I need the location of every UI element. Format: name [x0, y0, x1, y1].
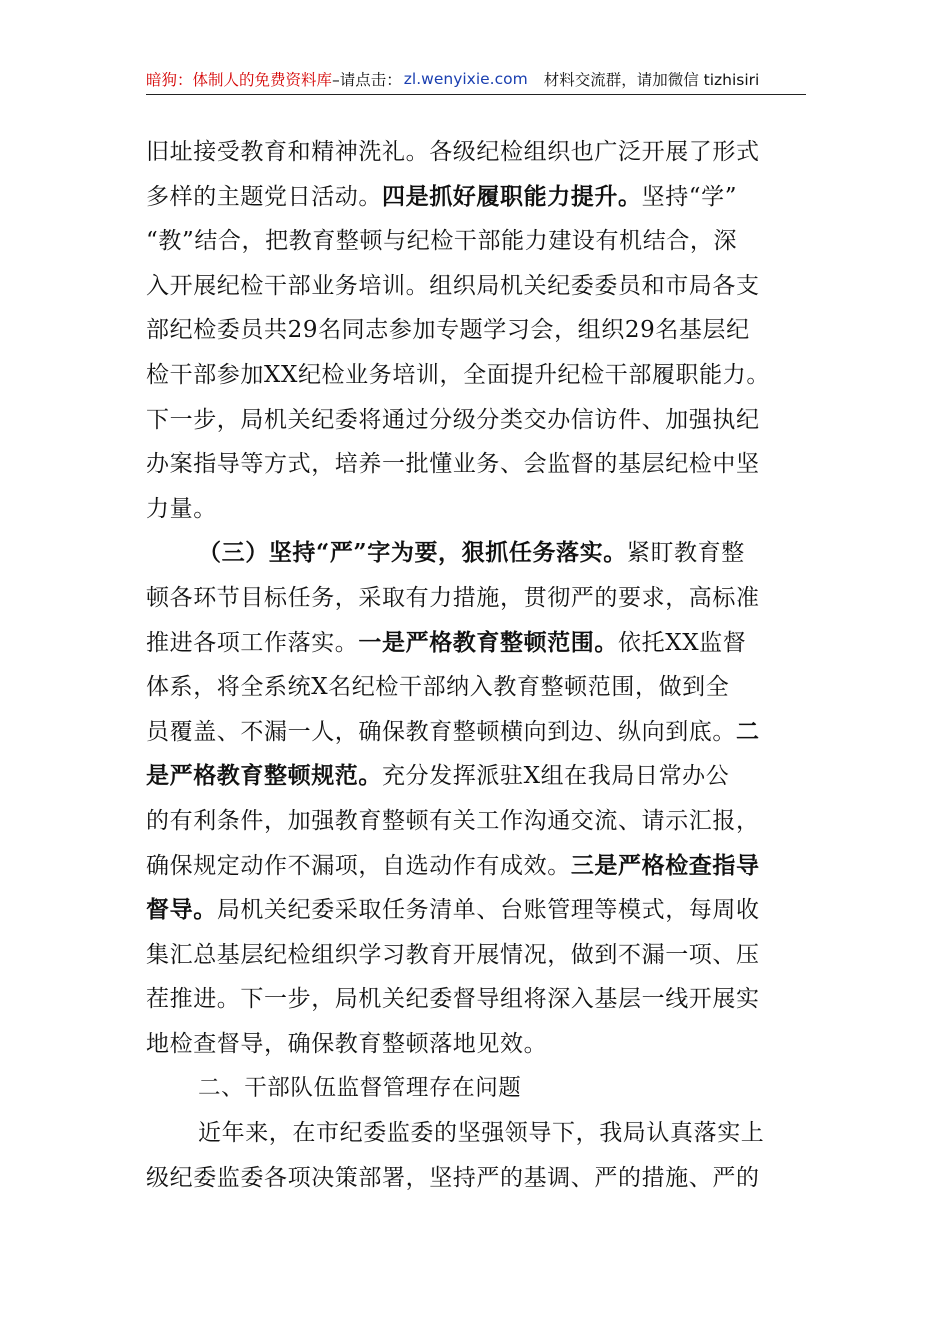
bold-phrase: （三）坚持“严”字为要，狠抓任务落实。 [198, 539, 627, 567]
text-line [146, 487, 806, 532]
text-line [146, 576, 806, 621]
header-site-name: 暗狗：体制人的免费资料库 [146, 71, 333, 89]
text-line [146, 442, 806, 487]
text-segment: 充分发挥派驻X组在我局日常办公 [382, 763, 730, 790]
text-line [146, 754, 806, 799]
header-url-link[interactable]: zl.wenyixie.com [403, 70, 528, 88]
text-line [146, 933, 806, 978]
text-line [146, 219, 806, 264]
text-line [146, 130, 806, 175]
text-line [146, 888, 806, 933]
text-segment: 多样的主题党日活动。 [146, 183, 382, 210]
text-line [146, 1022, 806, 1067]
text-segment: 紧盯教育整 [626, 540, 745, 567]
text-segment: 集汇总基层纪检组织学习教育开展情况，做到不漏一项、压 [146, 941, 760, 968]
text-line [146, 621, 806, 666]
text-segment: 依托XX监督 [618, 629, 747, 656]
text-segment: 坚持“学” [641, 183, 738, 210]
bold-phrase: 督导。 [146, 896, 217, 924]
bold-phrase: 二 [736, 717, 760, 745]
document-body [146, 130, 806, 1200]
header-click-prompt: –请点击： [332, 71, 402, 89]
section-heading [146, 1066, 806, 1111]
text-line [146, 353, 806, 398]
text-segment: 确保规定动作不漏项，自选动作有成效。 [146, 852, 571, 879]
text-line [146, 1111, 806, 1156]
text-line [146, 665, 806, 710]
text-segment: 部纪检委员共29名同志参加专题学习会，组织29名基层纪 [146, 317, 750, 344]
text-line [146, 264, 806, 309]
text-segment: 入开展纪检干部业务培训。组织局机关纪委委员和市局各支 [146, 272, 760, 299]
bold-phrase: 三是严格检查指导 [570, 851, 760, 879]
text-segment: 茬推进。下一步，局机关纪委督导组将深入基层一线开展实 [146, 986, 760, 1013]
text-line [146, 308, 806, 353]
text-segment: 力量。 [146, 495, 217, 522]
page-header [146, 64, 806, 95]
text-line [146, 844, 806, 889]
bold-phrase: 四是抓好履职能力提升。 [382, 182, 642, 210]
text-segment: 顿各环节目标任务，采取有力措施，贯彻严的要求，高标准 [146, 584, 760, 611]
text-segment: 旧址接受教育和精神洗礼。各级纪检组织也广泛开展了形式 [146, 139, 760, 165]
text-segment: 办案指导等方式，培养一批懂业务、会监督的基层纪检中坚 [146, 451, 760, 478]
text-line [146, 398, 806, 443]
text-segment: 地检查督导，确保教育整顿落地见效。 [146, 1030, 548, 1057]
text-segment: 员覆盖、不漏一人，确保教育整顿横向到边、纵向到底。 [146, 718, 736, 745]
text-line [146, 1156, 806, 1201]
text-line [146, 531, 806, 576]
text-segment: 推进各项工作落实。 [146, 629, 359, 656]
text-line [146, 799, 806, 844]
text-line [146, 710, 806, 755]
bold-phrase: 一是严格教育整顿范围。 [358, 628, 619, 656]
text-segment: 级纪委监委各项决策部署，坚持严的基调、严的措施、严的 [146, 1164, 760, 1191]
text-segment: 二、干部队伍监督管理存在问题 [198, 1075, 522, 1102]
text-segment: 局机关纪委采取任务清单、台账管理等模式，每周收 [216, 897, 760, 924]
text-segment: 检干部参加XX纪检业务培训，全面提升纪检干部履职能力。 [146, 361, 770, 388]
text-segment: 近年来，在市纪委监委的坚强领导下，我局认真落实上 [198, 1120, 765, 1147]
text-line [146, 977, 806, 1022]
text-segment: “教”结合，把教育整顿与纪检干部能力建设有机结合，深 [146, 228, 738, 255]
text-segment: 体系，将全系统X名纪检干部纳入教育整顿范围，做到全 [146, 674, 730, 701]
header-wechat-note: 材料交流群，请加微信 tizhisiri [543, 71, 760, 89]
text-line [146, 175, 806, 220]
text-segment: 下一步，局机关纪委将通过分级分类交办信访件、加强执纪 [146, 406, 760, 433]
text-segment: 的有利条件，加强教育整顿有关工作沟通交流、请示汇报， [146, 807, 760, 834]
bold-phrase: 是严格教育整顿规范。 [146, 762, 382, 790]
